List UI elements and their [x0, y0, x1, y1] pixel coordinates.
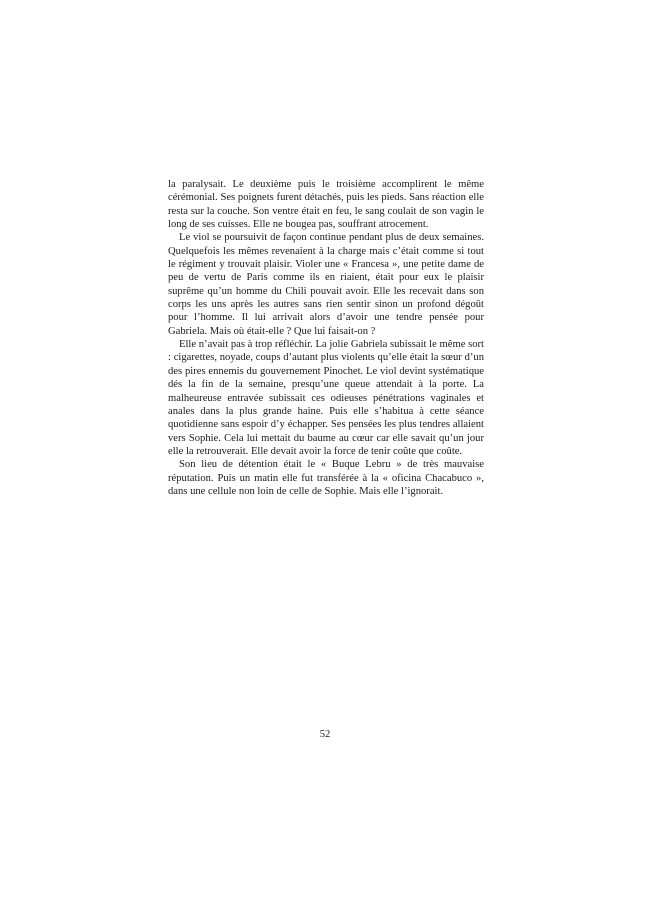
paragraph-2: Le viol se poursuivit de façon continue pendant plus de deux semaines. Quelquefois les mêmes revenaient à la charge mais c’était comme si tout le régiment y trouvait plaisir. Violer une « Francesa », une petite dame de peu de vertu de Paris comme ils en riaient, était pour eux le plaisir suprême qu’un homme du Chili pouvait avoir. Elle les recevait dans son corps les uns après les autres sans rien sentir sinon un profond dégoût pour l’homme. Il lui arrivait alors d’avoir une tendre pensée pour Gabriela. Mais où était-elle ? Que lui faisait-on ? — [168, 232, 484, 337]
body-text-block — [168, 178, 484, 498]
paragraph-4: Son lieu de détention était le « Buque Lebru » de très mauvaise réputation. Puis un matin elle fut transférée à la « oficina Chacabuco », dans une cellule non loin de celle de Sophie. Mais elle l’ignorait. — [168, 459, 484, 497]
paragraph-3: Elle n’avait pas à trop réfléchir. La jolie Gabriela subissait le même sort : cigarettes, noyade, coups d’autant plus violents qu’elle était la sœur d’un des pires ennemis du gouvernement Pinochet. Le viol devint systématique dés la fin de la semaine, presqu’une queue attendait à la porte. La malheureuse entravée subissait ces odieuses pénétrations vaginales et anales dans la plus grande haine. Puis elle s’habitua à cette séance quotidienne sans espoir d’y échapper. Ses pensées les plus tendres allaient vers Sophie. Cela lui mettait du baume au cœur car elle savait qu’un jour elle la retrouverait. Elle devait avoir la force de tenir coûte que coûte. — [168, 339, 484, 457]
page-number: 52 — [319, 729, 331, 740]
paragraph-1: la paralysait. Le deuxième puis le troisième accomplirent le même cérémonial. Ses poignets furent détachés, puis les pieds. Sans réaction elle resta sur la couche. Son ventre était en feu, le sang coulait de son vagin le long de ses cuisses. Elle ne bougea pas, souffrant atrocement. — [168, 179, 484, 231]
